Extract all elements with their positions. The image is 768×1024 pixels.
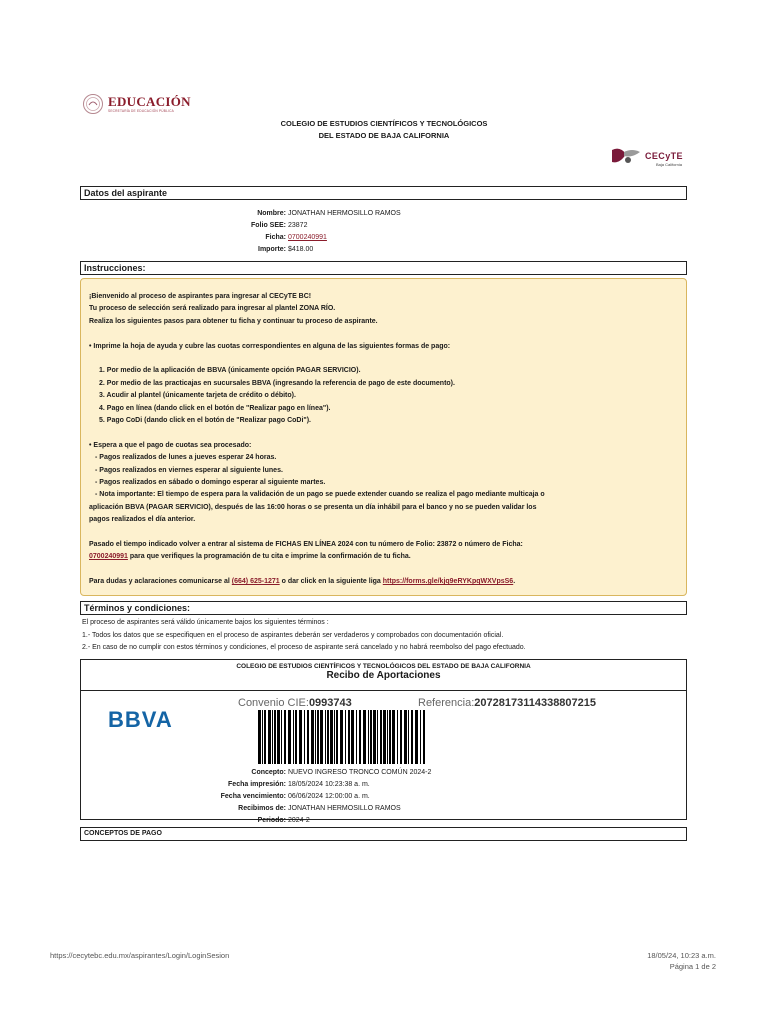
wait-item: - Pagos realizados en sábado o domingo esperar al siguiente martes. [95, 479, 326, 487]
nota-line: - Nota importante: El tiempo de espera para la validación de un pago se puede extender cuando se realiza el pago mediante multicaja o [95, 491, 545, 499]
fecha-vencimiento-label: Fecha vencimiento: [220, 792, 286, 800]
periodo-value: 2024-2 [288, 816, 310, 824]
footer-page: Página 1 de 2 [669, 962, 716, 971]
payment-option: 3. Acudir al plantel (únicamente tarjeta de crédito o débito). [99, 392, 296, 400]
bbva-logo: BBVA [108, 707, 173, 732]
ficha-link[interactable]: 0700240991 [288, 233, 327, 241]
terms-line: El proceso de aspirantes será válido únicamente bajos los siguientes términos : [82, 619, 329, 626]
education-logo-subtitle: SECRETARÍA DE EDUCACIÓN PÚBLICA [108, 109, 175, 113]
dudas-line [89, 576, 678, 588]
importe-label: Importe: [258, 245, 286, 253]
dudas-prefix: Para dudas y aclaraciones comunicarse al [89, 578, 232, 586]
fecha-impresion-label: Fecha impresión: [228, 780, 286, 788]
section-conceptos-pago: CONCEPTOS DE PAGO [80, 827, 687, 841]
row-recibimos [146, 802, 401, 814]
fecha-vencimiento-value: 06/06/2024 12:00:00 a. m. [288, 792, 370, 800]
row-ficha [146, 231, 327, 243]
row-concepto [146, 766, 431, 778]
wait-title: • Espera a que el pago de cuotas sea procesado: [89, 441, 252, 449]
forms-link[interactable]: https://forms.gle/kjq9eRYKpqWXVpsS6 [382, 578, 514, 586]
row-fecha-impresion [146, 778, 370, 790]
wait-item: - Pagos realizados en viernes esperar al siguiente lunes. [95, 466, 283, 474]
recibimos-label: Recibimos de: [238, 804, 286, 812]
phone-link[interactable]: (664) 625-1271 [231, 578, 280, 586]
payment-option: 1. Por medio de la aplicación de BBVA (únicamente opción PAGAR SERVICIO). [99, 367, 361, 375]
folio-label: Folio SEE: [251, 221, 286, 229]
sep-logo [82, 93, 104, 115]
concepto-label: Concepto: [251, 768, 286, 776]
concepto-value: NUEVO INGRESO TRONCO COMÚN 2024-2 [288, 768, 432, 776]
row-fecha-vencimiento [146, 790, 370, 802]
row-periodo [146, 814, 310, 826]
cecyte-logo-subtitle: Baja California [656, 162, 683, 167]
pasado-line-2 [89, 551, 678, 563]
cecyte-logo-icon [610, 144, 644, 168]
intro-line: Tu proceso de selección será realizado para ingresar al plantel ZONA RÍO. [89, 305, 336, 313]
referencia [418, 693, 596, 711]
dudas-mid: o dar click en la siguiente liga [279, 578, 383, 586]
instructions-box [80, 278, 687, 596]
institution-title-line2: DEL ESTADO DE BAJA CALIFORNIA [318, 131, 450, 140]
referencia-label: Referencia: [418, 697, 475, 709]
intro-line: ¡Bienvenido al proceso de aspirantes para ingresar al CECyTE BC! [89, 293, 312, 300]
intro-line: Realiza los siguientes pasos para obtener tu ficha y continuar tu proceso de aspirante. [89, 317, 378, 325]
terms-line: 1.- Todos los datos que se especifiquen en el proceso de aspirantes deberán ser verdaderos y comprobados con documentación oficial. [82, 631, 504, 639]
fecha-impresion-value: 18/05/2024 10:23:38 a. m. [288, 780, 370, 788]
convenio-cie [238, 693, 352, 711]
print-instruction: • Imprime la hoja de ayuda y cubre las cuotas correspondientes en alguna de las siguientes formas de pago: [89, 342, 451, 350]
section-datos-aspirante: Datos del aspirante [80, 186, 687, 200]
pasado-ficha-link[interactable]: 0700240991 [89, 553, 128, 561]
receipt-title: Recibo de Aportaciones [326, 670, 441, 681]
terms-line: 2.- En caso de no cumplir con estos términos y condiciones, el proceso de aspirante será cancelado y no habrá reembolso del pago efectuado. [82, 644, 526, 651]
section-instrucciones: Instrucciones: [80, 261, 687, 275]
nota-line: aplicación BBVA (PAGAR SERVICIO), después de las 16:00 horas o se presenta un día inhábil para el banco y no se pueden validar los [89, 503, 537, 511]
barcode [256, 710, 428, 764]
nombre-value: JONATHAN HERMOSILLO RAMOS [288, 209, 401, 217]
nombre-label: Nombre: [257, 209, 286, 217]
folio-value: 23872 [288, 221, 308, 229]
referencia-value: 20728173114338807215 [474, 697, 597, 709]
receipt-institution: COLEGIO DE ESTUDIOS CIENTÍFICOS Y TECNOLÓGICOS DEL ESTADO DE BAJA CALIFORNIA [236, 663, 531, 670]
receipt-header [81, 660, 686, 691]
row-importe [146, 243, 313, 255]
convenio-value: 0993743 [308, 697, 352, 709]
education-logo-text: EDUCACIÓN [108, 94, 191, 109]
periodo-label: Periodo: [257, 816, 286, 824]
section-terminos: Términos y condiciones: [80, 601, 687, 615]
dudas-end: . [513, 578, 516, 586]
cecyte-logo-text: CECyTE [645, 151, 683, 161]
pasado-line: Pasado el tiempo indicado volver a entrar al sistema de FICHAS EN LÍNEA 2024 con tu número de Folio: 23872 o número de Ficha: [89, 541, 523, 549]
pasado-rest: para que verifiques la programación de tu cita e imprime la confirmación de tu ficha. [127, 553, 411, 561]
row-folio [146, 219, 307, 231]
footer-datetime: 18/05/24, 10:23 a.m. [647, 951, 716, 960]
convenio-label: Convenio CIE: [238, 697, 309, 709]
ficha-label: Ficha: [265, 233, 286, 241]
row-nombre [146, 207, 401, 219]
payment-option: 5. Pago CoDi (dando click en el botón de "Realizar pago CoDi"). [99, 417, 311, 425]
payment-option: 2. Por medio de las practicajas en sucursales BBVA (ingresando la referencia de pago de este documento). [99, 379, 455, 387]
institution-title-line1: COLEGIO DE ESTUDIOS CIENTÍFICOS Y TECNOLÓGICOS [280, 119, 488, 128]
payment-option: 4. Pago en línea (dando click en el botón de "Realizar pago en línea"). [99, 404, 331, 412]
recibimos-value: JONATHAN HERMOSILLO RAMOS [288, 804, 401, 812]
footer-url: https://cecytebc.edu.mx/aspirantes/Login/LoginSesion [50, 951, 230, 960]
importe-value: $418.00 [288, 245, 314, 253]
wait-item: - Pagos realizados de lunes a jueves esperar 24 horas. [95, 454, 277, 462]
nota-line: pagos realizados el día anterior. [89, 516, 196, 524]
